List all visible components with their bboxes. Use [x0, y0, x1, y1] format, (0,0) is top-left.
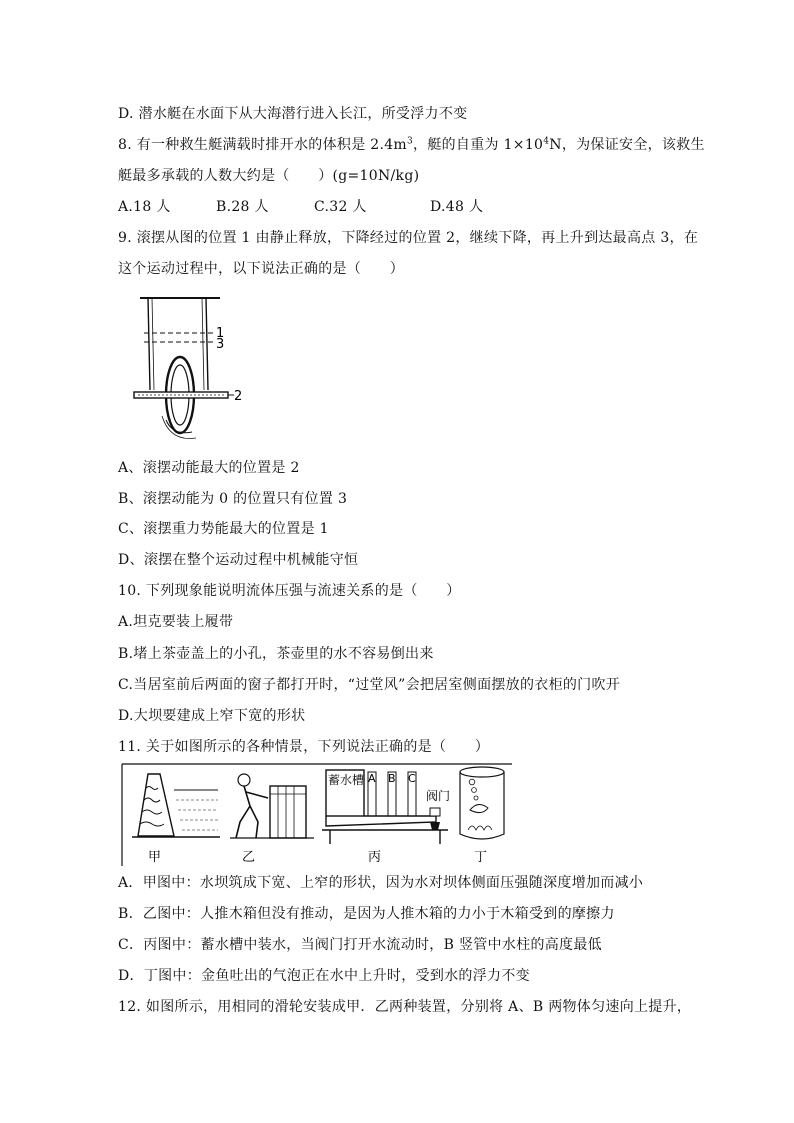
valve-label: 阀门	[426, 789, 451, 803]
valve-icon	[430, 808, 440, 816]
q9-option-b: B、滚摆动能为 0 的位置只有位置 3	[118, 491, 348, 507]
tank-label: 蓄水槽	[328, 773, 365, 787]
q10-option-d: D.大坝要建成上窄下宽的形状	[118, 708, 306, 724]
q11-option-c: C．丙图中：蓄水槽中装水，当阀门打开水流动时，B 竖管中水柱的高度最低	[118, 937, 602, 953]
q9-maxwell-wheel-figure	[128, 292, 248, 442]
q8-stem-part1: 8. 有一种救生艇满载时排开水的体积是 2.4m	[118, 137, 407, 153]
tube-c-label: C	[408, 772, 416, 785]
q8-superscript-3: 3	[407, 136, 414, 147]
q11-stem: 11. 关于如图所示的各种情景，下列说法正确的是（ ）	[118, 739, 490, 755]
q11-option-b: B．乙图中：人推木箱但没有推动，是因为人推木箱的力小于木箱受到的摩擦力	[118, 906, 615, 922]
q7-option-d: D. 潜水艇在水面下从大海潜行进入长江，所受浮力不变	[118, 106, 468, 122]
q11-option-d: D．丁图中：金鱼吐出的气泡正在水中上升时，受到水的浮力不变	[118, 968, 530, 984]
faucet-outlet	[430, 822, 440, 830]
q8-stem-line2: 艇最多承载的人数大约是（ ）(g=10N/kg)	[118, 168, 420, 184]
person-head	[238, 774, 250, 786]
level-1-label: 1	[216, 326, 225, 341]
caption-jia: 甲	[148, 850, 162, 865]
string-right	[206, 298, 208, 390]
q8-stem-part3: N，为保证安全，该救生	[549, 137, 705, 153]
bubble-icon	[474, 796, 478, 800]
goldfish-icon	[470, 804, 488, 812]
tube-b-label: B	[388, 772, 396, 785]
q9-stem-line1: 9. 滚摆从图的位置 1 由静止释放，下降经过的位置 2，继续下降，再上升到达最高点 3，在	[118, 230, 699, 246]
q8-option-d: D.48 人	[430, 199, 484, 215]
tube-a-label: A	[368, 772, 376, 785]
caption-bing: 丙	[368, 850, 382, 865]
q10-option-b: B.堵上茶壶盖上的小孔，茶壶里的水不容易倒出来	[118, 646, 434, 662]
scene-ding-fishbowl	[460, 767, 504, 839]
position-2-label: 2	[234, 389, 243, 404]
q10-option-a: A.坦克要装上履带	[118, 614, 234, 630]
q8-options	[118, 199, 483, 215]
q10-option-c: C.当居室前后两面的窗子都打开时，“过堂风”会把居室侧面摆放的衣柜的门吹开	[118, 677, 621, 693]
person-arms	[246, 792, 268, 798]
q8-option-a: A.18 人	[118, 199, 171, 215]
q8-option-b: B.28 人	[216, 199, 269, 215]
q10-stem: 10. 下列现象能说明流体压强与流速关系的是（ ）	[118, 583, 461, 599]
bowl-top	[460, 767, 504, 777]
q9-option-c: C、滚摆重力势能最大的位置是 1	[118, 521, 329, 537]
horizontal-pipe	[326, 816, 436, 826]
q8-stem-part2: ，艇的自重为 1×10	[413, 137, 544, 153]
q9-option-d: D、滚摆在整个运动过程中机械能守恒	[118, 552, 359, 568]
q11-scenes-figure	[118, 760, 514, 870]
scene-jia-dam	[132, 774, 220, 837]
axle	[134, 392, 228, 398]
q9-stem-line2: 这个运动过程中，以下说法正确的是（ ）	[118, 261, 404, 277]
q12-stem-line1: 12. 如图所示，用相同的滑轮安装成甲．乙两种装置，分别将 A、B 两物体匀速向上提升，	[118, 999, 692, 1015]
scene-yi-push-box	[230, 774, 314, 838]
string-right-2	[202, 298, 204, 390]
dam-body	[138, 774, 174, 836]
pebbles	[468, 826, 492, 830]
string-left-2	[152, 298, 154, 390]
q11-option-a: A．甲图中：水坝筑成下宽、上窄的形状，因为水对坝体侧面压强随深度增加而减小	[118, 875, 644, 891]
string-left	[148, 298, 150, 390]
scene-bing-tank	[322, 770, 450, 844]
level-3-label: 3	[216, 337, 225, 352]
caption-ding: 丁	[474, 850, 488, 865]
q9-option-a: A、滚摆动能最大的位置是 2	[118, 460, 300, 476]
q8-option-c: C.32 人	[314, 199, 367, 215]
q8-superscript-4: 4	[543, 136, 550, 147]
q8-stem-line1	[118, 137, 705, 153]
caption-yi: 乙	[242, 850, 256, 865]
